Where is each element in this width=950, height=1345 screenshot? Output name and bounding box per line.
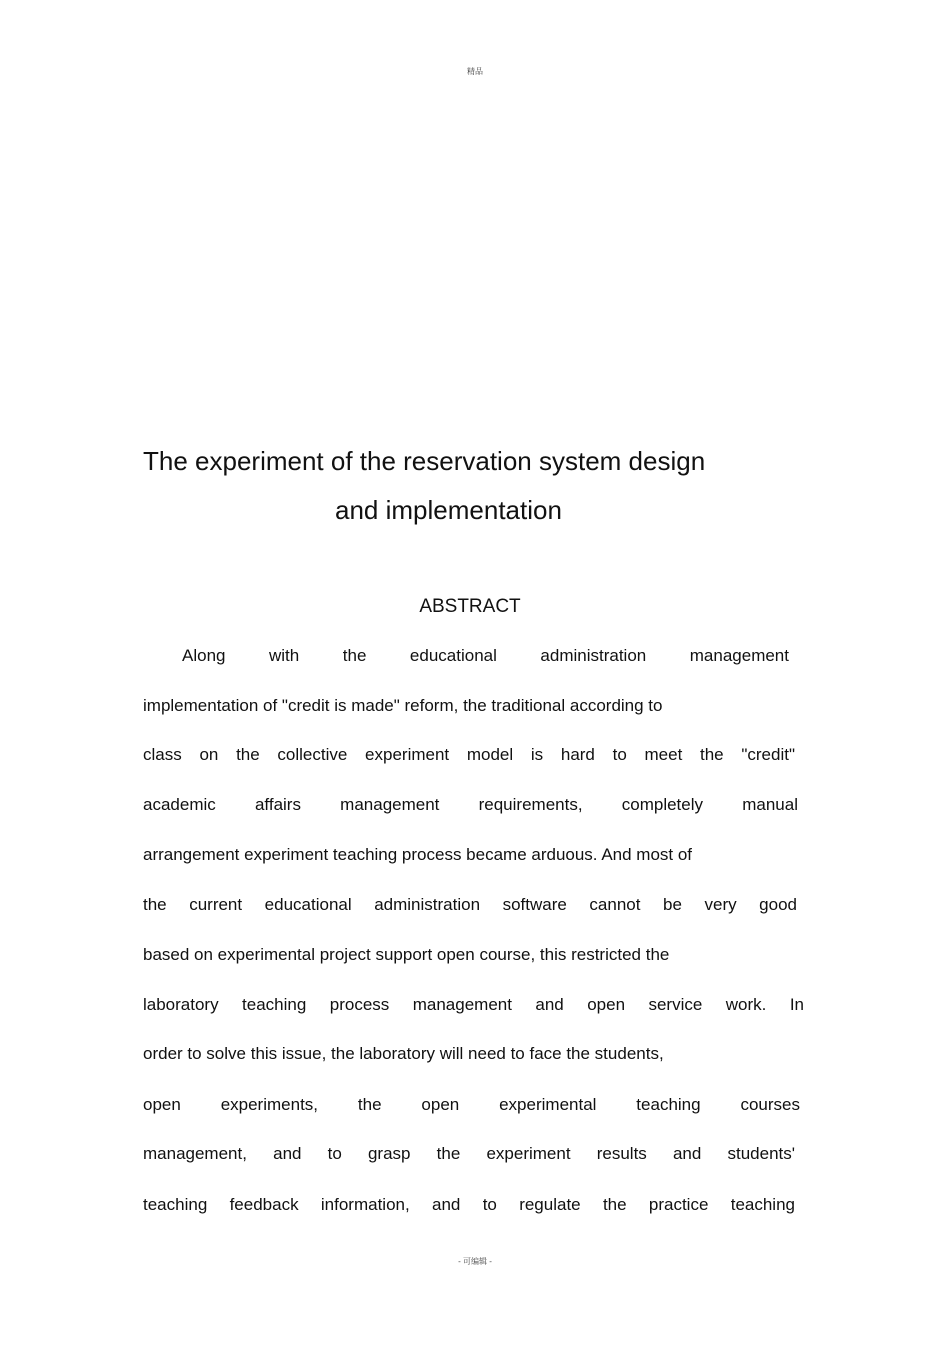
abstract-line: the current educational administration software cannot be very good — [143, 895, 797, 914]
abstract-line: based on experimental project support open course, this restricted the — [143, 945, 670, 964]
abstract-heading: ABSTRACT — [419, 596, 521, 617]
abstract-line: class on the collective experiment model is hard to meet the "credit" — [143, 745, 795, 764]
abstract-line: management, and to grasp the experiment results and students' — [143, 1144, 795, 1163]
abstract-line: implementation of "credit is made" reform, the traditional according to — [143, 696, 663, 715]
abstract-line: teaching feedback information, and to regulate the practice teaching — [143, 1195, 795, 1214]
header-mark: 精品 — [467, 67, 483, 76]
abstract-line: academic affairs management requirements, completely manual — [143, 795, 798, 814]
document-title-line-1: The experiment of the reservation system design — [143, 446, 706, 476]
abstract-line: order to solve this issue, the laboratory will need to face the students, — [143, 1044, 664, 1063]
abstract-line: Along with the educational administration management — [182, 646, 789, 665]
abstract-line: open experiments, the open experimental teaching courses — [143, 1095, 800, 1114]
document-title-line-2: and implementation — [335, 495, 562, 525]
abstract-line: laboratory teaching process management and open service work. In — [143, 995, 804, 1014]
footer-mark: - 可编辑 - — [458, 1257, 492, 1266]
abstract-line: arrangement experiment teaching process became arduous. And most of — [143, 845, 693, 864]
